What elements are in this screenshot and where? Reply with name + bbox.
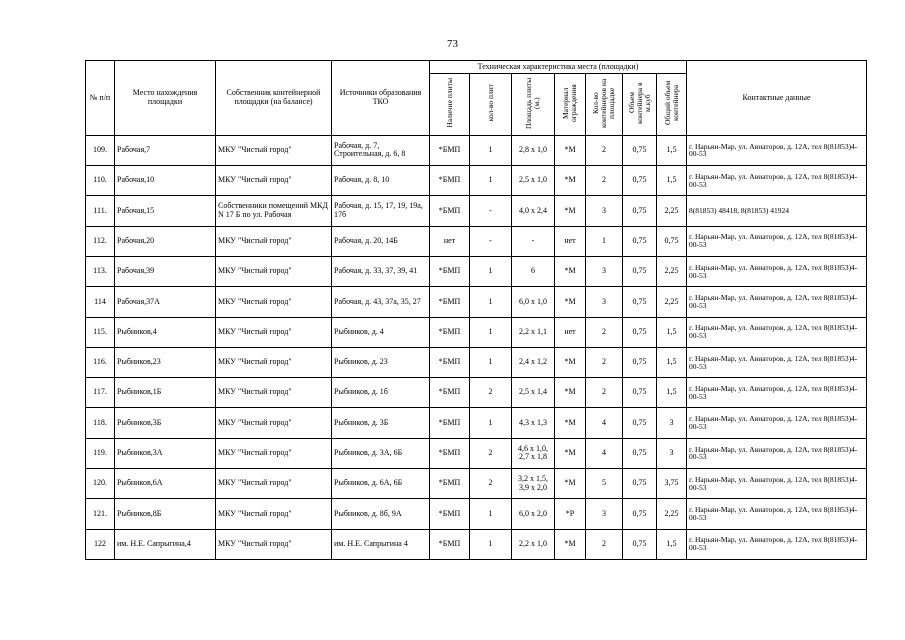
cell-area: 2,2 х 1,0 <box>512 529 555 559</box>
cell-area: 4,6 х 1,0, 2,7 х 1,8 <box>512 438 555 468</box>
table-row <box>86 135 867 165</box>
cell-container-volume: 0,75 <box>623 438 657 468</box>
header-tech: Техническая характеристика места (площадки) <box>430 61 687 74</box>
cell-sources: Рабочая, д. 33, 37, 39, 41 <box>332 256 430 286</box>
subheader-slab: Наличие плиты <box>430 74 470 136</box>
cell-container-count: 3 <box>586 287 623 317</box>
cell-contacts: г. Нарьян-Мар, ул. Авиаторов, д. 12А, тел 8(81853)4-00-53 <box>687 469 867 499</box>
cell-num: 112. <box>86 226 115 256</box>
table-row <box>86 347 867 377</box>
cell-slab: *БМП <box>430 438 470 468</box>
table-row <box>86 166 867 196</box>
cell-total-volume: 1,5 <box>657 317 687 347</box>
cell-num: 109. <box>86 135 115 165</box>
cell-num: 113. <box>86 256 115 286</box>
cell-slab: *БМП <box>430 408 470 438</box>
cell-slab-count: 1 <box>470 287 512 317</box>
cell-location: Рыбников,1Б <box>115 378 216 408</box>
cell-sources: Рабочая, д. 43, 37а, 35, 27 <box>332 287 430 317</box>
cell-slab-count: 1 <box>470 317 512 347</box>
cell-container-volume: 0,75 <box>623 529 657 559</box>
cell-fence-material: *М <box>555 529 586 559</box>
cell-fence-material: *М <box>555 166 586 196</box>
header-num: № п/п <box>86 61 115 136</box>
cell-fence-material: *М <box>555 378 586 408</box>
cell-owner: МКУ "Чистый город" <box>216 408 332 438</box>
cell-owner: Собственники помещений МКД N 17 Б по ул. Рабочая <box>216 196 332 226</box>
cell-owner: МКУ "Чистый город" <box>216 135 332 165</box>
table-body <box>86 135 867 559</box>
cell-area: 2,5 х 1,0 <box>512 166 555 196</box>
cell-location: Рыбников,23 <box>115 347 216 377</box>
cell-container-volume: 0,75 <box>623 408 657 438</box>
cell-owner: МКУ "Чистый город" <box>216 287 332 317</box>
cell-location: Рабочая,20 <box>115 226 216 256</box>
cell-total-volume: 3 <box>657 438 687 468</box>
cell-contacts: г. Нарьян-Мар, ул. Авиаторов, д. 12А, тел 8(81853)4-00-53 <box>687 135 867 165</box>
cell-location: Рыбников,3А <box>115 438 216 468</box>
cell-location: Рабочая,10 <box>115 166 216 196</box>
cell-area: 6,0 х 2,0 <box>512 499 555 529</box>
cell-total-volume: 1,5 <box>657 135 687 165</box>
cell-slab: *БМП <box>430 378 470 408</box>
cell-sources: Рабочая, д. 7, Строительная, д. 6, 8 <box>332 135 430 165</box>
cell-location: Рыбников,3Б <box>115 408 216 438</box>
cell-total-volume: 3 <box>657 408 687 438</box>
cell-slab-count: 1 <box>470 529 512 559</box>
cell-slab-count: 1 <box>470 135 512 165</box>
cell-fence-material: *М <box>555 408 586 438</box>
cell-slab: *БМП <box>430 166 470 196</box>
cell-sources: Рыбников, д. 4 <box>332 317 430 347</box>
table-row <box>86 529 867 559</box>
table-row <box>86 256 867 286</box>
cell-location: Рабочая,39 <box>115 256 216 286</box>
subheader-total-volume: Общий объем контейнера <box>657 74 687 136</box>
cell-owner: МКУ "Чистый город" <box>216 226 332 256</box>
cell-container-count: 2 <box>586 317 623 347</box>
cell-container-count: 5 <box>586 469 623 499</box>
subheader-slab-count: кол-во плит <box>470 74 512 136</box>
cell-slab-count: - <box>470 226 512 256</box>
cell-total-volume: 1,5 <box>657 378 687 408</box>
cell-fence-material: *М <box>555 469 586 499</box>
cell-fence-material: *М <box>555 196 586 226</box>
cell-slab: нет <box>430 226 470 256</box>
cell-slab-count: 1 <box>470 347 512 377</box>
cell-sources: Рабочая, д. 20, 14Б <box>332 226 430 256</box>
cell-area: 6,0 х 1,0 <box>512 287 555 317</box>
header-contacts: Контактные данные <box>687 61 867 136</box>
cell-contacts: г. Нарьян-Мар, ул. Авиаторов, д. 12А, тел 8(81853)4-00-53 <box>687 166 867 196</box>
cell-fence-material: *М <box>555 256 586 286</box>
subheader-area: Площадь плиты (м.) <box>512 74 555 136</box>
table-row <box>86 196 867 226</box>
cell-total-volume: 1,5 <box>657 166 687 196</box>
cell-slab-count: 2 <box>470 378 512 408</box>
table-row <box>86 408 867 438</box>
cell-total-volume: 2,25 <box>657 499 687 529</box>
cell-num: 110. <box>86 166 115 196</box>
cell-contacts: г. Нарьян-Мар, ул. Авиаторов, д. 12А, тел 8(81853)4-00-53 <box>687 226 867 256</box>
table-row <box>86 378 867 408</box>
cell-fence-material: *М <box>555 438 586 468</box>
cell-slab-count: 1 <box>470 408 512 438</box>
cell-container-volume: 0,75 <box>623 378 657 408</box>
cell-sources: Рыбников, д. 6А, 6Б <box>332 469 430 499</box>
cell-location: Рыбников,8Б <box>115 499 216 529</box>
subheader-fence-material: Материал ограждения <box>555 74 586 136</box>
cell-container-count: 3 <box>586 256 623 286</box>
cell-slab-count: 1 <box>470 499 512 529</box>
page-number: 73 <box>447 38 458 50</box>
cell-container-volume: 0,75 <box>623 469 657 499</box>
cell-slab: *БМП <box>430 135 470 165</box>
cell-contacts: г. Нарьян-Мар, ул. Авиаторов, д. 12А, тел 8(81853)4-00-53 <box>687 317 867 347</box>
cell-container-count: 4 <box>586 438 623 468</box>
cell-contacts: г. Нарьян-Мар, ул. Авиаторов, д. 12А, тел 8(81853)4-00-53 <box>687 438 867 468</box>
table-row <box>86 469 867 499</box>
cell-location: Рабочая,37А <box>115 287 216 317</box>
cell-sources: Рыбников, д. 8б, 9А <box>332 499 430 529</box>
cell-contacts: г. Нарьян-Мар, ул. Авиаторов, д. 12А, тел 8(81853)4-00-53 <box>687 378 867 408</box>
cell-slab: *БМП <box>430 317 470 347</box>
cell-num: 114 <box>86 287 115 317</box>
cell-location: Рабочая,15 <box>115 196 216 226</box>
table-header <box>86 61 867 136</box>
cell-num: 117. <box>86 378 115 408</box>
cell-total-volume: 2,25 <box>657 196 687 226</box>
cell-slab: *БМП <box>430 347 470 377</box>
cell-slab: *БМП <box>430 529 470 559</box>
cell-location: им. Н.Е. Сапрыгина,4 <box>115 529 216 559</box>
cell-location: Рыбников,6А <box>115 469 216 499</box>
cell-slab-count: 2 <box>470 438 512 468</box>
cell-container-count: 3 <box>586 499 623 529</box>
cell-owner: МКУ "Чистый город" <box>216 499 332 529</box>
cell-slab: *БМП <box>430 469 470 499</box>
subheader-container-count: Кол-во контейнеров на площадке <box>586 74 623 136</box>
cell-contacts: г. Нарьян-Мар, ул. Авиаторов, д. 12А, тел 8(81853)4-00-53 <box>687 287 867 317</box>
cell-sources: Рыбников, д. 1б <box>332 378 430 408</box>
cell-container-volume: 0,75 <box>623 347 657 377</box>
cell-num: 119. <box>86 438 115 468</box>
cell-area: 4,0 х 2,4 <box>512 196 555 226</box>
cell-num: 116. <box>86 347 115 377</box>
cell-sources: им. Н.Е. Сапрыгина 4 <box>332 529 430 559</box>
cell-owner: МКУ "Чистый город" <box>216 438 332 468</box>
cell-area: - <box>512 226 555 256</box>
cell-area: 2,5 х 1,4 <box>512 378 555 408</box>
cell-sources: Рыбников, д. 3А, 6Б <box>332 438 430 468</box>
cell-location: Рыбников,4 <box>115 317 216 347</box>
cell-container-volume: 0,75 <box>623 226 657 256</box>
cell-fence-material: нет <box>555 226 586 256</box>
cell-contacts: г. Нарьян-Мар, ул. Авиаторов, д. 12А, тел 8(81853)4-00-53 <box>687 347 867 377</box>
cell-total-volume: 0,75 <box>657 226 687 256</box>
cell-container-count: 2 <box>586 529 623 559</box>
cell-container-volume: 0,75 <box>623 196 657 226</box>
cell-contacts: г. Нарьян-Мар, ул. Авиаторов, д. 12А, тел 8(81853)4-00-53 <box>687 256 867 286</box>
header-location: Место нахождения площадки <box>115 61 216 136</box>
cell-num: 115. <box>86 317 115 347</box>
cell-num: 111. <box>86 196 115 226</box>
cell-area: 4,3 х 1,3 <box>512 408 555 438</box>
cell-slab-count: 1 <box>470 256 512 286</box>
cell-owner: МКУ "Чистый город" <box>216 347 332 377</box>
cell-total-volume: 2,25 <box>657 256 687 286</box>
cell-num: 122 <box>86 529 115 559</box>
cell-container-count: 1 <box>586 226 623 256</box>
cell-slab: *БМП <box>430 287 470 317</box>
cell-total-volume: 2,25 <box>657 287 687 317</box>
cell-container-count: 2 <box>586 166 623 196</box>
cell-container-count: 4 <box>586 408 623 438</box>
cell-container-volume: 0,75 <box>623 166 657 196</box>
cell-contacts: г. Нарьян-Мар, ул. Авиаторов, д. 12А, тел 8(81853)4-00-53 <box>687 408 867 438</box>
cell-sources: Рабочая, д. 8, 10 <box>332 166 430 196</box>
cell-area: 2,4 х 1,2 <box>512 347 555 377</box>
table-row <box>86 317 867 347</box>
cell-owner: МКУ "Чистый город" <box>216 469 332 499</box>
table-row <box>86 287 867 317</box>
cell-contacts: 8(81853) 48418, 8(81853) 41924 <box>687 196 867 226</box>
cell-container-count: 2 <box>586 378 623 408</box>
cell-sources: Рыбников, д. 3Б <box>332 408 430 438</box>
table-row <box>86 438 867 468</box>
cell-container-volume: 0,75 <box>623 256 657 286</box>
cell-total-volume: 1,5 <box>657 347 687 377</box>
cell-total-volume: 1,5 <box>657 529 687 559</box>
waste-sites-table <box>85 60 867 560</box>
cell-slab-count: 2 <box>470 469 512 499</box>
cell-container-volume: 0,75 <box>623 287 657 317</box>
cell-area: 6 <box>512 256 555 286</box>
cell-contacts: г. Нарьян-Мар, ул. Авиаторов, д. 12А, тел 8(81853)4-00-53 <box>687 499 867 529</box>
cell-owner: МКУ "Чистый город" <box>216 529 332 559</box>
cell-fence-material: *Р <box>555 499 586 529</box>
cell-area: 2,2 х 1,1 <box>512 317 555 347</box>
header-owner: Собственник контейнерной площадки (на балансе) <box>216 61 332 136</box>
cell-contacts: г. Нарьян-Мар, ул. Авиаторов, д. 12А, тел 8(81853)4-00-53 <box>687 529 867 559</box>
cell-slab-count: - <box>470 196 512 226</box>
cell-location: Рабочая,7 <box>115 135 216 165</box>
cell-container-count: 2 <box>586 135 623 165</box>
cell-container-count: 3 <box>586 196 623 226</box>
cell-container-volume: 0,75 <box>623 135 657 165</box>
subheader-container-volume: Объем контейнера в м.куб <box>623 74 657 136</box>
cell-total-volume: 3,75 <box>657 469 687 499</box>
cell-num: 121. <box>86 499 115 529</box>
cell-container-count: 2 <box>586 347 623 377</box>
cell-num: 120. <box>86 469 115 499</box>
cell-fence-material: *М <box>555 135 586 165</box>
cell-fence-material: нет <box>555 317 586 347</box>
cell-slab: *БМП <box>430 256 470 286</box>
cell-area: 2,8 х 1,0 <box>512 135 555 165</box>
cell-slab-count: 1 <box>470 166 512 196</box>
cell-sources: Рыбников, д. 23 <box>332 347 430 377</box>
cell-num: 118. <box>86 408 115 438</box>
cell-owner: МКУ "Чистый город" <box>216 256 332 286</box>
cell-container-volume: 0,75 <box>623 317 657 347</box>
cell-slab: *БМП <box>430 196 470 226</box>
cell-fence-material: *М <box>555 347 586 377</box>
cell-sources: Рабочая, д. 15, 17, 19, 19а, 17б <box>332 196 430 226</box>
cell-fence-material: *М <box>555 287 586 317</box>
cell-slab: *БМП <box>430 499 470 529</box>
cell-owner: МКУ "Чистый город" <box>216 166 332 196</box>
table-row <box>86 499 867 529</box>
header-sources: Источники образования ТКО <box>332 61 430 136</box>
table-row <box>86 226 867 256</box>
cell-owner: МКУ "Чистый город" <box>216 317 332 347</box>
cell-area: 3,2 х 1,5, 3,9 х 2,0 <box>512 469 555 499</box>
cell-container-volume: 0,75 <box>623 499 657 529</box>
cell-owner: МКУ "Чистый город" <box>216 378 332 408</box>
